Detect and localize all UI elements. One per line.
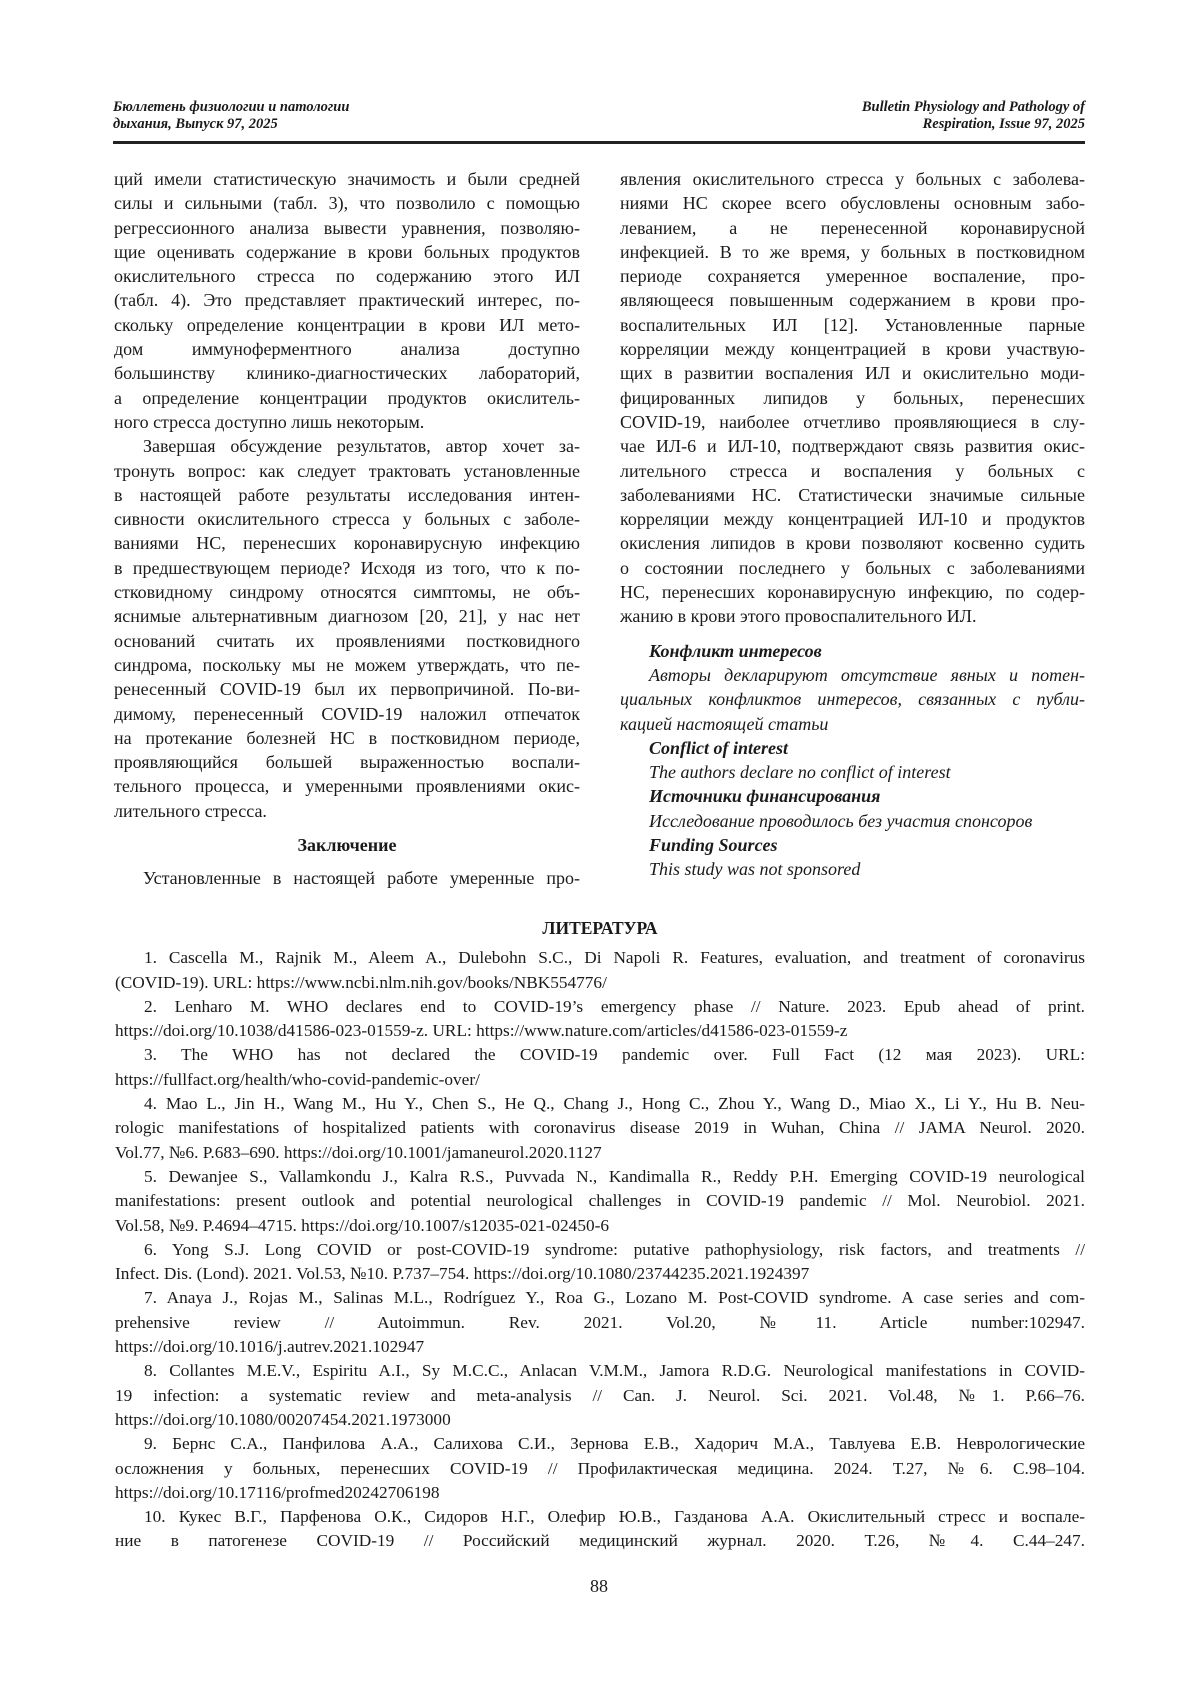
reference-line: Vol.77, №6. P.683–690. https://doi.org/10.1001/jamaneurol.2020.1127: [115, 1141, 1085, 1165]
reference-line: prehensive review // Autoimmun. Rev. 2021. Vol.20, №11. Article number:102947.: [115, 1311, 1085, 1335]
text-line: окисления липидов в крови позволяют косвенно судить: [620, 531, 1085, 555]
header-divider: [113, 141, 1085, 144]
text-line: корреляции между концентрацией ИЛ-10 и продуктов: [620, 507, 1085, 531]
reference-list: [115, 946, 1085, 1553]
reference-line: (COVID-19). URL: https://www.ncbi.nlm.nih.gov/books/NBK554776/: [115, 971, 1085, 995]
text-line: стковидному синдрому относятся симптомы, не объ-: [114, 580, 580, 604]
text-line: дом иммуноферментного анализа доступно: [114, 337, 580, 361]
text-line: регрессионного анализа вывести уравнения, позволяю-: [114, 216, 580, 240]
reference-line: https://fullfact.org/health/who-covid-pandemic-over/: [115, 1068, 1085, 1092]
text-line: ного стресса доступно лишь некоторым.: [114, 410, 580, 434]
reference-line: 2. Lenharo M. WHO declares end to COVID-19’s emergency phase // Nature. 2023. Epub ahead of print.: [115, 995, 1085, 1019]
references-section: [115, 916, 1085, 1554]
paragraph: [114, 167, 580, 434]
reference-line: 5. Dewanjee S., Vallamkondu J., Kalra R.S., Puvvada N., Kandimalla R., Reddy P.H. Emerging COVID-19 neurological: [115, 1165, 1085, 1189]
text-line: COVID-19, наиболее отчетливо проявляющиеся в слу-: [620, 410, 1085, 434]
reference-item: [115, 995, 1085, 1044]
reference-item: [115, 1043, 1085, 1092]
reference-line: 6. Yong S.J. Long COVID or post-COVID-19 syndrome: putative pathophysiology, risk factors, and treatments //: [115, 1238, 1085, 1262]
journal-header-en: [862, 99, 1085, 133]
text-line: тронуть вопрос: как следует трактовать установленные: [114, 459, 580, 483]
text-line: на протекание болезней НС в постковидном периоде,: [114, 726, 580, 750]
text-line: а определение концентрации продуктов окислитель-: [114, 386, 580, 410]
text-line: яснимые альтернативным диагнозом [20, 21], у нас нет: [114, 604, 580, 628]
reference-item: [115, 1238, 1085, 1287]
text-line: корреляции между концентрацией в крови участвую-: [620, 337, 1085, 361]
conflict-ru-title: Конфликт интересов: [620, 639, 1085, 663]
text-line: щие оценивать содержание в крови больных продуктов: [114, 240, 580, 264]
reference-item: [115, 1432, 1085, 1505]
text-line: димому, перенесенный COVID-19 наложил отпечаток: [114, 702, 580, 726]
reference-line: ние в патогенезе COVID-19 // Российский медицинский журнал. 2020. Т.26, №4. С.44–247.: [115, 1529, 1085, 1553]
page-number: 88: [0, 1576, 1198, 1597]
reference-line: https://doi.org/10.1080/00207454.2021.1973000: [115, 1408, 1085, 1432]
reference-line: Vol.58, №9. P.4694–4715. https://doi.org/10.1007/s12035-021-02450-6: [115, 1214, 1085, 1238]
reference-line: 7. Anaya J., Rojas M., Salinas M.L., Rodríguez Y., Roa G., Lozano M. Post-COVID syndrome. A case series and com-: [115, 1286, 1085, 1310]
text-line: кацией настоящей статьи: [620, 712, 1085, 736]
text-line: лительного стресса.: [114, 799, 580, 823]
reference-line: 4. Mao L., Jin H., Wang M., Hu Y., Chen S., He Q., Chang J., Hong C., Zhou Y., Wang D., Miao X., Li Y., Hu B. Neu-: [115, 1092, 1085, 1116]
left-paragraphs: [114, 167, 580, 823]
reference-line: 19 infection: a systematic review and meta-analysis // Can. J. Neurol. Sci. 2021. Vol.48, №1. P.66–76.: [115, 1384, 1085, 1408]
text-line: в настоящей работе результаты исследования интен-: [114, 483, 580, 507]
conflict-en-title: Conflict of interest: [620, 736, 1085, 760]
right-paragraph: [620, 167, 1085, 629]
reference-line: 8. Collantes M.E.V., Espiritu A.I., Sy M.C.C., Anlacan V.M.M., Jamora R.D.G. Neurological manifestations in COVID-: [115, 1359, 1085, 1383]
header-line: Бюллетень физиологии и патологии: [113, 99, 349, 116]
text-line: леванием, а не перенесенной коронавирусной: [620, 216, 1085, 240]
right-column: [620, 167, 1085, 882]
reference-line: https://doi.org/10.1038/d41586-023-01559-z. URL: https://www.nature.com/articles/d41586-023-01559-z: [115, 1019, 1085, 1043]
header-line: Respiration, Issue 97, 2025: [862, 116, 1085, 133]
text-line: Авторы декларируют отсутствие явных и потен-: [620, 663, 1085, 687]
reference-line: 1. Cascella M., Rajnik M., Aleem A., Dulebohn S.C., Di Napoli R. Features, evaluation, and treatment of coronavirus: [115, 946, 1085, 970]
text-line: ций имели статистическую значимость и были средней: [114, 167, 580, 191]
reference-line: rologic manifestations of hospitalized patients with coronavirus disease 2019 in Wuhan, China // JAMA Neurol. 2020.: [115, 1116, 1085, 1140]
text-line: тельного процесса, и умеренными проявлениями окис-: [114, 774, 580, 798]
reference-line: manifestations: present outlook and potential neurological challenges in COVID-19 pandemic // Mol. Neurobiol. 2021.: [115, 1189, 1085, 1213]
conclusion-heading: Заключение: [114, 833, 580, 857]
header-line: Bulletin Physiology and Pathology of: [862, 99, 1085, 116]
reference-item: [115, 1092, 1085, 1165]
paragraph: [114, 434, 580, 823]
text-line: являющееся повышенным содержанием в крови про-: [620, 288, 1085, 312]
reference-item: [115, 1359, 1085, 1432]
funding-ru-text: Исследование проводилось без участия спонсоров: [620, 809, 1085, 833]
text-line: Завершая обсуждение результатов, автор хочет за-: [114, 434, 580, 458]
reference-line: 9. Бернс С.А., Панфилова А.А., Салихова С.И., Зернова Е.В., Хадорич М.А., Тавлуева Е.В. Неврологические: [115, 1432, 1085, 1456]
reference-line: https://doi.org/10.17116/profmed20242706198: [115, 1481, 1085, 1505]
text-line: жанию в крови этого провоспалительного ИЛ.: [620, 604, 1085, 628]
text-line: НС, перенесших коронавирусную инфекцию, по содер-: [620, 580, 1085, 604]
conflict-en-text: The authors declare no conflict of interest: [620, 760, 1085, 784]
header-line: дыхания, Выпуск 97, 2025: [113, 116, 349, 133]
text-line: ренесенный COVID-19 был их первопричиной. По-ви-: [114, 677, 580, 701]
text-line: воспалительных ИЛ [12]. Установленные парные: [620, 313, 1085, 337]
funding-en-text: This study was not sponsored: [620, 857, 1085, 881]
text-line: о состоянии последнего у больных с заболеваниями: [620, 556, 1085, 580]
text-line: Установленные в настоящей работе умеренные про-: [114, 866, 580, 890]
funding-ru-title: Источники финансирования: [620, 784, 1085, 808]
text-line: проявляющийся большей выраженностью воспали-: [114, 750, 580, 774]
text-line: щих в развитии воспаления ИЛ и окислительно моди-: [620, 361, 1085, 385]
reference-line: 10. Кукес В.Г., Парфенова О.К., Сидоров Н.Г., Олефир Ю.В., Газданова А.А. Окислительный стресс и воспале-: [115, 1505, 1085, 1529]
text-line: лительного стресса и воспаления у больных с: [620, 459, 1085, 483]
text-line: (табл. 4). Это представляет практический интерес, по-: [114, 288, 580, 312]
text-line: циальных конфликтов интересов, связанных с публи-: [620, 687, 1085, 711]
text-line: чае ИЛ-6 и ИЛ-10, подтверждают связь развития окис-: [620, 434, 1085, 458]
reference-item: [115, 1165, 1085, 1238]
text-line: сивности окислительного стресса у больных с заболе-: [114, 507, 580, 531]
left-column: [114, 167, 580, 891]
reference-item: [115, 1286, 1085, 1359]
text-line: силы и сильными (табл. 3), что позволило с помощью: [114, 191, 580, 215]
journal-header-ru: [113, 99, 349, 133]
text-line: фицированных липидов у больных, перенесших: [620, 386, 1085, 410]
text-line: ниями НС скорее всего обусловлены основным забо-: [620, 191, 1085, 215]
reference-line: 3. The WHO has not declared the COVID-19 pandemic over. Full Fact (12 мая 2023). URL:: [115, 1043, 1085, 1067]
reference-line: https://doi.org/10.1016/j.autrev.2021.102947: [115, 1335, 1085, 1359]
text-line: синдрома, поскольку мы не можем утверждать, что пе-: [114, 653, 580, 677]
text-line: окислительного стресса по содержанию этого ИЛ: [114, 264, 580, 288]
text-line: заболеваниями НС. Статистически значимые сильные: [620, 483, 1085, 507]
declarations: [620, 639, 1085, 882]
text-line: большинству клинико-диагностических лабораторий,: [114, 361, 580, 385]
funding-en-title: Funding Sources: [620, 833, 1085, 857]
references-title: ЛИТЕРАТУРА: [115, 916, 1085, 940]
reference-item: [115, 946, 1085, 995]
text-line: оснований считать их проявлениями постковидного: [114, 629, 580, 653]
text-line: явления окислительного стресса у больных с заболева-: [620, 167, 1085, 191]
text-line: инфекцией. В то же время, у больных в постковидном: [620, 240, 1085, 264]
text-line: периоде сохраняется умеренное воспаление, про-: [620, 264, 1085, 288]
text-line: скольку определение концентрации в крови ИЛ мето-: [114, 313, 580, 337]
text-line: ваниями НС, перенесших коронавирусную инфекцию: [114, 531, 580, 555]
reference-line: Infect. Dis. (Lond). 2021. Vol.53, №10. P.737–754. https://doi.org/10.1080/23744235.2021.1924397: [115, 1262, 1085, 1286]
reference-line: осложнения у больных, перенесших COVID-19 // Профилактическая медицина. 2024. Т.27, №6. С.98–104.: [115, 1457, 1085, 1481]
reference-item: [115, 1505, 1085, 1554]
text-line: в предшествующем периоде? Исходя из того, что к по-: [114, 556, 580, 580]
